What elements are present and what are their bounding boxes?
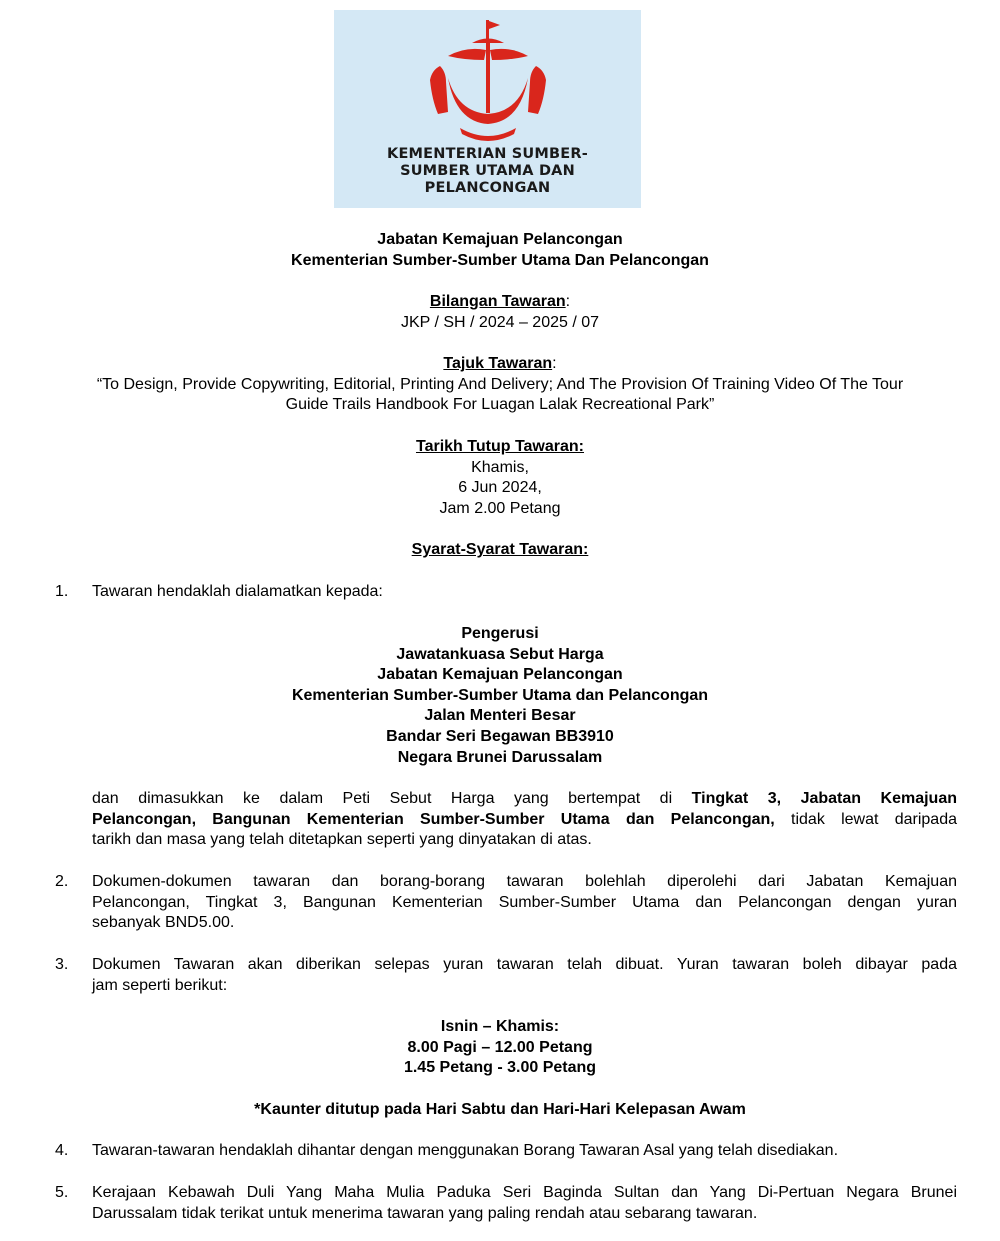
address-block: Pengerusi Jawatankuasa Sebut Harga Jabatan Kemajuan Pelancongan Kementerian Sumber-Sumber Utama dan Pelancongan Jalan Menteri Besar Bandar Seri Begawan BB3910 Negara Brunei Darussalam — [291, 625, 709, 766]
ministry-logo — [334, 10, 641, 208]
reference-label: Bilangan Tawaran — [429, 293, 566, 310]
closing-date-section — [20, 437, 980, 519]
tender-title-label: Tajuk Tawaran — [443, 355, 553, 372]
reference-number: JKP / SH / 2024 – 2025 / 07 — [400, 313, 600, 331]
tender-title-line: Guide Trails Handbook For Luagan Lalak Recreational Park” — [285, 396, 715, 414]
item-number: 4. — [55, 1142, 69, 1159]
closing-date-label: Tarikh Tutup Tawaran: — [415, 438, 584, 455]
item-number: 2. — [55, 873, 69, 890]
brunei-crest-icon — [426, 16, 550, 144]
reference-section: Bilangan Tawaran: JKP / SH / 2024 – 2025 / 07 — [20, 292, 980, 333]
item1-continuation: dan dimasukkan ke dalam Peti Sebut Harga yang bertempat di Tingkat 3, Jabatan Kemajuan Pelancongan, Bangunan Kementerian Sumber-Sumber Utama dan Pelancongan, tidak lewat daripada tarikh dan masa yang telah ditetapkan seperti yang dinyatakan di atas. — [92, 790, 958, 849]
item-text: Tawaran-tawaran hendaklah dihantar dengan menggunakan Borang Tawaran Asal yang telah disediakan. — [92, 1142, 839, 1159]
item-text: Tawaran hendaklah dialamatkan kepada: — [92, 583, 383, 600]
tender-title-line: “To Design, Provide Copywriting, Editorial, Printing And Delivery; And The Provision Of Training Video Of The Tour — [96, 375, 904, 393]
department-header — [20, 230, 980, 271]
department-name: Jabatan Kemajuan Pelancongan — [377, 231, 623, 248]
office-hours: Isnin – Khamis: 8.00 Pagi – 12.00 Petang 1.45 Petang - 3.00 Petang — [403, 1018, 597, 1077]
closing-date: 6 Jun 2024, — [458, 479, 542, 497]
closing-time: Jam 2.00 Petang — [439, 499, 561, 517]
tender-title-section: Tajuk Tawaran: “To Design, Provide Copywriting, Editorial, Printing And Delivery; And The Provision Of Training Video Of The Tour Guide Trails Handbook For Luagan Lalak Recreational Park” — [20, 354, 980, 416]
item-number: 1. — [55, 583, 69, 600]
conditions-heading: Syarat-Syarat Tawaran: — [411, 541, 589, 558]
ministry-name: Kementerian Sumber-Sumber Utama Dan Pelancongan — [291, 251, 709, 269]
item-number: 5. — [55, 1184, 69, 1201]
item-number: 3. — [55, 956, 69, 973]
ministry-logo-text: KEMENTERIAN SUMBER- SUMBER UTAMA DAN PELANCONGAN — [387, 146, 588, 196]
closing-day: Khamis, — [471, 458, 529, 476]
counter-note: *Kaunter ditutup pada Hari Sabtu dan Hari-Hari Kelepasan Awam — [254, 1101, 746, 1118]
